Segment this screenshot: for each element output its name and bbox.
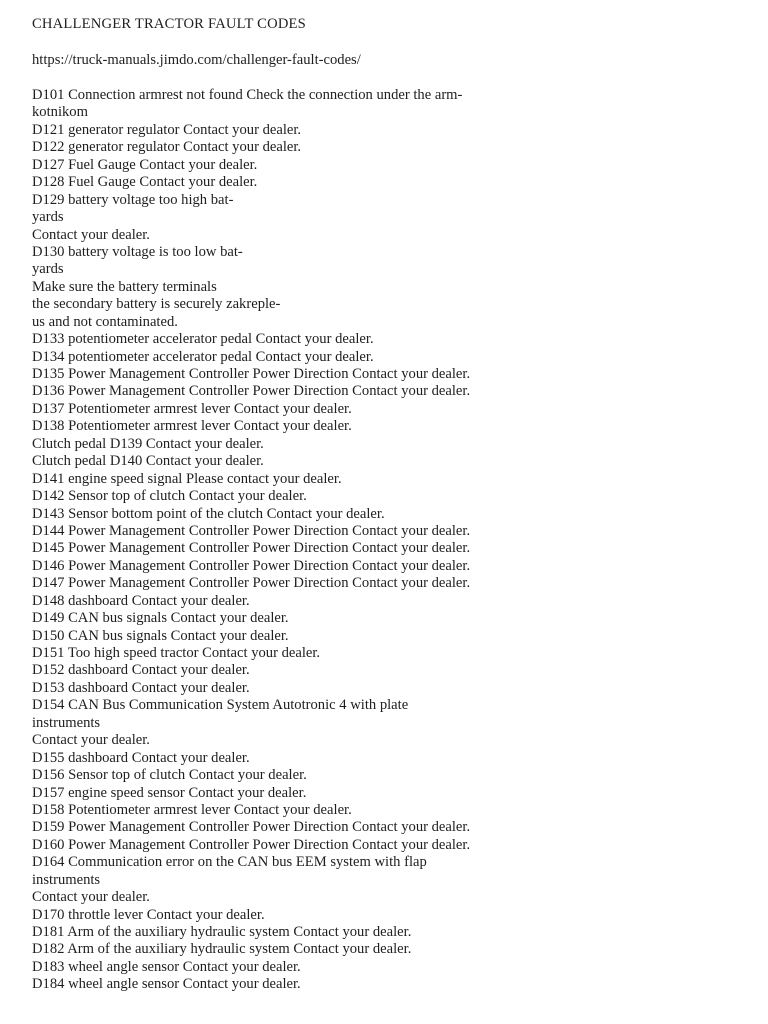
fault-code-line: Clutch pedal D139 Contact your dealer. (32, 435, 264, 452)
fault-code-line: D184 wheel angle sensor Contact your dealer. (32, 976, 301, 993)
fault-code-line: D145 Power Management Controller Power Direction Contact your dealer. (32, 540, 471, 557)
fault-code-line: D150 CAN bus signals Contact your dealer. (32, 627, 289, 644)
fault-code-line: D154 CAN Bus Communication System Autotronic 4 with plate (32, 697, 409, 714)
fault-code-line: D151 Too high speed tractor Contact your dealer. (32, 645, 321, 661)
fault-code-line: kotnikom (32, 104, 88, 121)
fault-code-line: the secondary battery is securely zakreple- (32, 296, 281, 313)
fault-code-line: D143 Sensor bottom point of the clutch Contact your dealer. (32, 505, 385, 522)
fault-code-line: yards (32, 261, 64, 278)
fault-code-line: D158 Potentiometer armrest lever Contact your dealer. (32, 801, 352, 818)
fault-code-line: D101 Connection armrest not found Check the connection under the arm- (32, 87, 463, 103)
fault-code-line: D128 Fuel Gauge Contact your dealer. (32, 174, 258, 191)
fault-code-line: D183 wheel angle sensor Contact your dealer. (32, 958, 301, 975)
source-url: https://truck-manuals.jimdo.com/challenger-fault-codes/ (32, 52, 361, 68)
fault-code-line: D136 Power Management Controller Power Direction Contact your dealer. (32, 383, 471, 400)
fault-code-line: us and not contaminated. (32, 313, 178, 330)
fault-code-line: D156 Sensor top of clutch Contact your dealer. (32, 767, 307, 784)
fault-code-line: D144 Power Management Controller Power Direction Contact your dealer. (32, 522, 471, 539)
fault-code-line: D148 dashboard Contact your dealer. (32, 592, 250, 609)
fault-code-line: D170 throttle lever Contact your dealer. (32, 906, 265, 923)
fault-code-list (32, 87, 470, 994)
fault-code-line: D130 battery voltage is too low bat- (32, 243, 243, 260)
fault-code-line: D164 Communication error on the CAN bus EEM system with flap (32, 854, 427, 871)
fault-code-line: yards (32, 209, 64, 226)
fault-code-line: D135 Power Management Controller Power Direction Contact your dealer. (32, 366, 471, 382)
fault-code-line: D159 Power Management Controller Power Direction Contact your dealer. (32, 819, 471, 836)
fault-code-line: D137 Potentiometer armrest lever Contact your dealer. (32, 400, 352, 417)
fault-code-line: D160 Power Management Controller Power Direction Contact your dealer. (32, 836, 471, 853)
fault-code-line: instruments (32, 714, 101, 731)
fault-code-line: Clutch pedal D140 Contact your dealer. (32, 453, 264, 470)
fault-code-line: D129 battery voltage too high bat- (32, 191, 234, 208)
fault-code-line: D155 dashboard Contact your dealer. (32, 749, 250, 766)
fault-code-line: Contact your dealer. (32, 732, 150, 749)
fault-code-line: D181 Arm of the auxiliary hydraulic system Contact your dealer. (32, 924, 412, 940)
fault-code-line: D133 potentiometer accelerator pedal Contact your dealer. (32, 331, 374, 348)
fault-code-line: Make sure the battery terminals (32, 278, 217, 295)
fault-code-line: instruments (32, 871, 101, 888)
fault-code-line: D157 engine speed sensor Contact your dealer. (32, 784, 307, 801)
fault-code-line: D138 Potentiometer armrest lever Contact your dealer. (32, 418, 352, 435)
fault-code-line: D146 Power Management Controller Power Direction Contact your dealer. (32, 557, 471, 574)
fault-code-line: D122 generator regulator Contact your dealer. (32, 139, 302, 156)
fault-code-line: Contact your dealer. (32, 226, 150, 243)
fault-code-line: D149 CAN bus signals Contact your dealer. (32, 610, 289, 627)
fault-code-line: D127 Fuel Gauge Contact your dealer. (32, 156, 258, 173)
fault-code-line: D142 Sensor top of clutch Contact your dealer. (32, 488, 307, 505)
fault-code-line: D152 dashboard Contact your dealer. (32, 662, 250, 679)
fault-code-line: D134 potentiometer accelerator pedal Contact your dealer. (32, 348, 374, 365)
fault-code-line: Contact your dealer. (32, 889, 150, 906)
fault-code-line: D141 engine speed signal Please contact your dealer. (32, 470, 342, 487)
fault-code-line: D153 dashboard Contact your dealer. (32, 679, 250, 696)
fault-code-line: D182 Arm of the auxiliary hydraulic system Contact your dealer. (32, 941, 412, 958)
page-title: CHALLENGER TRACTOR FAULT CODES (32, 16, 306, 32)
fault-code-line: D121 generator regulator Contact your dealer. (32, 121, 302, 138)
fault-code-line: D147 Power Management Controller Power Direction Contact your dealer. (32, 575, 471, 592)
